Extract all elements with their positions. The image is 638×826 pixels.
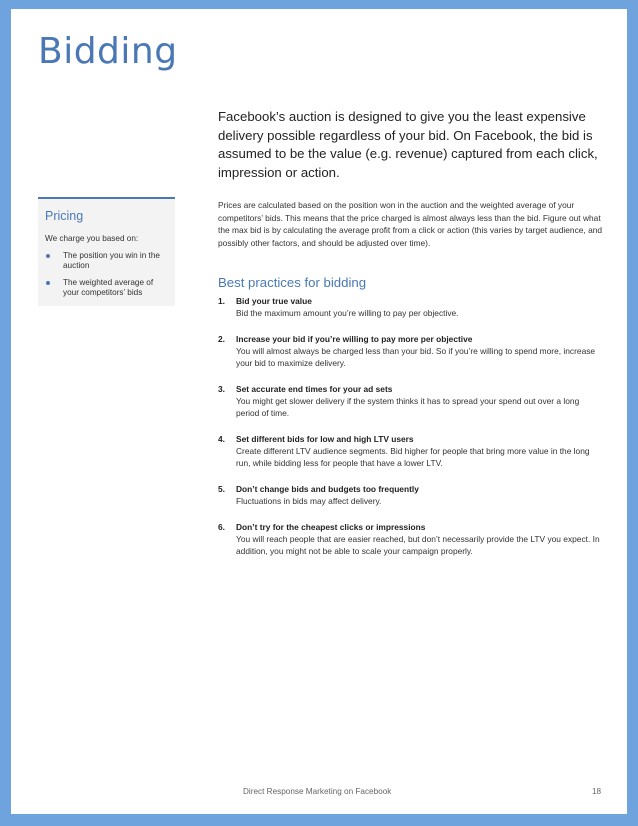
best-practices-list [218,296,603,557]
item-number: 6. [218,522,225,532]
intro-paragraph: Facebook’s auction is designed to give you the least expensive delivery possible regardless of your bid. On Facebook, the bid is assumed to be the value (e.g. revenue) captured from each click, impression or action. [218,109,598,180]
page-title: Bidding [38,31,178,72]
item-description: You might get slower delivery if the system thinks it has to spread your spend out over a long period of time. [236,396,580,418]
page-number: 18 [592,787,602,796]
item-number: 3. [218,384,225,394]
pricing-sidebar [38,197,175,306]
sidebar-list-item [45,278,170,298]
item-title: Don’t change bids and budgets too frequently [236,484,419,494]
item-title: Increase your bid if you’re willing to pay more per objective [236,334,473,344]
item-description: Fluctuations in bids may affect delivery. [236,496,382,506]
sidebar-item-text: The weighted average of your competitors’ bids [63,278,154,297]
item-number: 1. [218,296,225,306]
bullet-icon [46,254,50,258]
item-number: 2. [218,334,225,344]
sidebar-list-item [45,251,170,271]
section-heading: Best practices for bidding [218,275,367,290]
item-title: Bid your true value [236,296,312,306]
item-title: Set accurate end times for your ad sets [236,384,393,394]
item-number: 5. [218,484,225,494]
document-page [11,9,627,814]
item-description: You will almost always be charged less than your bid. So if you’re willing to spend more, increase your bid to maximize delivery. [236,346,596,368]
footer-text: Direct Response Marketing on Facebook [243,787,392,796]
body-paragraph: Prices are calculated based on the position won in the auction and the weighted average of your competitors’ bids. This means that the price charged is almost always less than the bid. Figure out what the max bid is by calculating the average profit from a click or action (this varies by target audience, and possibly other factors, and should be adjusted over time). [218,200,603,248]
list-item [218,296,603,319]
list-item [218,522,603,557]
sidebar-intro: We charge you based on: [45,234,139,243]
item-description: You will reach people that are easier reached, but don’t necessarily provide the LTV you expect. In addition, you might not be able to scale your campaign properly. [236,534,600,556]
item-description: Create different LTV audience segments. Bid higher for people that bring more value in the long run, while bidding less for people that have a lower LTV. [236,446,590,468]
sidebar-list [45,251,170,305]
list-item [218,434,603,469]
item-title: Set different bids for low and high LTV users [236,434,414,444]
sidebar-title: Pricing [45,209,84,223]
sidebar-item-text: The position you win in the auction [63,251,160,270]
item-title: Don’t try for the cheapest clicks or impressions [236,522,426,532]
list-item [218,334,603,369]
item-description: Bid the maximum amount you’re willing to pay per objective. [236,308,459,318]
list-item [218,384,603,419]
list-item [218,484,603,507]
bullet-icon [46,281,50,285]
item-number: 4. [218,434,225,444]
